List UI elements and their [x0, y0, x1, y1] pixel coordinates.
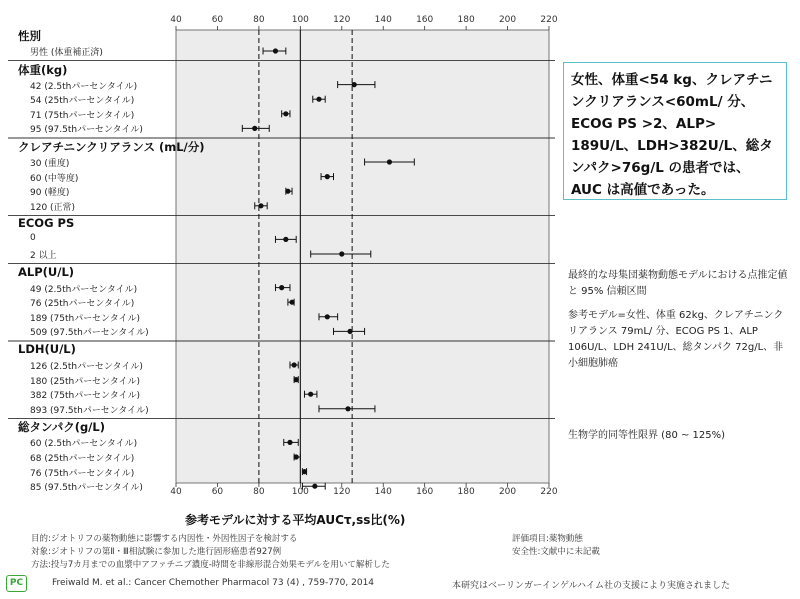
footer-support: 本研究はベーリンガーインゲルハイム社の支援により実施されました	[452, 581, 731, 591]
point-estimate	[258, 203, 263, 208]
point-estimate	[325, 174, 330, 179]
row-label: 54 (25thパーセンタイル)	[30, 96, 135, 107]
point-estimate	[285, 189, 290, 194]
legend-note-reference-model: 参考モデル=女性、体重 62kg、クレアチニンクリアランス 79mL/ 分、ECOG PS 1、ALP 106U/L、LDH 241U/L、総タンパク 72g/L、非小細胞肺癌	[568, 310, 784, 369]
point-estimate	[283, 237, 288, 242]
callout-box: 女性、体重<54 kg、クレアチニンクリアランス<60mL/ 分、ECOG PS >2、ALP> 189U/L、LDH>382U/L、総タンパク>76g/L の患者では、AUC は高値であった。	[563, 62, 787, 200]
row-label: 85 (97.5thパーセンタイル)	[30, 483, 143, 494]
row-label: 120 (正常)	[30, 202, 76, 213]
group-header: LDH(U/L)	[18, 342, 76, 356]
group-header: ECOG PS	[18, 216, 75, 231]
footer-safety: 安全性:文献中に未記載	[512, 547, 600, 557]
row-label: 42 (2.5thパーセンタイル)	[30, 81, 138, 92]
group-header: 総タンパク(g/L)	[18, 420, 105, 435]
row-label: 180 (25thパーセンタイル)	[30, 376, 141, 387]
row-label: 49 (2.5thパーセンタイル)	[30, 284, 138, 295]
row-label: 126 (2.5thパーセンタイル)	[30, 362, 143, 372]
point-estimate	[283, 111, 288, 116]
row-label: 189 (75thパーセンタイル)	[30, 313, 141, 324]
point-estimate	[252, 126, 257, 131]
row-label: 60 (2.5thパーセンタイル)	[30, 439, 138, 450]
row-label: 382 (75thパーセンタイル)	[30, 391, 141, 402]
row-label: 76 (75thパーセンタイル)	[30, 468, 135, 479]
row-label: 90 (軽度)	[30, 188, 70, 199]
footer-purpose: 目的:ジオトリフの薬物動態に影響する内因性・外因性因子を検討する	[31, 534, 298, 544]
x-tick-label-bottom: 200	[498, 487, 517, 497]
x-axis-title: 参考モデルに対する平均AUCτ,ss比(%)	[185, 513, 406, 527]
x-tick-label-top: 220	[540, 15, 558, 25]
point-estimate	[347, 329, 352, 334]
point-estimate	[312, 484, 317, 489]
pc-logo: PC	[6, 575, 27, 592]
footer-citation: Freiwald M. et al.: Cancer Chemother Pharmacol 73 (4) , 759-770, 2014	[52, 578, 375, 588]
point-estimate	[273, 48, 278, 53]
x-tick-label-top: 80	[253, 15, 265, 25]
footer-subjects: 対象:ジオトリフの第Ⅱ・Ⅲ相試験に参加した進行固形癌患者927例	[31, 547, 282, 557]
x-tick-label-bottom: 160	[416, 487, 434, 497]
group-header: クレアチニンクリアランス (mL/分)	[18, 140, 205, 154]
x-tick-label-bottom: 120	[333, 487, 351, 497]
row-label: 男性 (体重補正済)	[30, 48, 103, 58]
row-label: 0	[30, 233, 36, 244]
x-tick-label-bottom: 140	[374, 487, 392, 497]
x-tick-label-bottom: 60	[211, 487, 224, 497]
group-header: 性別	[18, 29, 41, 43]
row-label: 95 (97.5thパーセンタイル)	[30, 125, 143, 136]
x-tick-label-bottom: 100	[291, 487, 309, 497]
row-label: 68 (25thパーセンタイル)	[30, 454, 135, 464]
x-tick-label-top: 60	[211, 15, 224, 25]
row-label: 76 (25thパーセンタイル)	[30, 299, 135, 310]
x-tick-label-top: 160	[416, 15, 434, 25]
legend-note-bioequivalence: 生物学的同等性限界 (80 ~ 125%)	[568, 430, 726, 441]
point-estimate	[387, 159, 392, 164]
x-tick-label-bottom: 40	[170, 487, 182, 497]
x-tick-label-top: 140	[374, 15, 392, 25]
point-estimate	[325, 314, 330, 319]
row-label: 2 以上	[30, 251, 57, 261]
x-tick-label-top: 200	[498, 15, 517, 25]
x-tick-label-bottom: 80	[253, 487, 265, 497]
plot-background	[176, 30, 549, 483]
x-tick-label-bottom: 180	[457, 487, 475, 497]
point-estimate	[352, 82, 357, 87]
x-tick-label-top: 180	[457, 15, 475, 25]
x-tick-label-top: 100	[291, 15, 309, 25]
point-estimate	[294, 454, 299, 459]
point-estimate	[294, 377, 299, 382]
group-header: ALP(U/L)	[18, 264, 75, 279]
row-label: 30 (重度)	[30, 159, 70, 169]
point-estimate	[316, 97, 321, 102]
row-label: 71 (75thパーセンタイル)	[30, 110, 135, 121]
x-tick-label-top: 120	[333, 15, 351, 25]
row-label: 509 (97.5thパーセンタイル)	[30, 328, 149, 339]
point-estimate	[345, 406, 350, 411]
point-estimate	[302, 469, 307, 474]
x-tick-label-top: 40	[170, 15, 182, 25]
group-header: 体重(kg)	[18, 62, 68, 77]
point-estimate	[279, 285, 284, 290]
legend-note-point-estimate: 最終的な母集団薬物動態モデルにおける点推定値と 95% 信頼区間	[568, 270, 788, 297]
point-estimate	[339, 251, 344, 256]
footer-endpoint: 評価項目:薬物動態	[512, 534, 583, 544]
row-label: 893 (97.5thパーセンタイル)	[30, 405, 149, 416]
point-estimate	[292, 362, 297, 367]
x-tick-label-bottom: 220	[540, 487, 558, 497]
point-estimate	[287, 440, 292, 445]
point-estimate	[308, 392, 313, 397]
row-label: 60 (中等度)	[30, 173, 79, 184]
point-estimate	[289, 300, 294, 305]
footer-method: 方法:投与7カ月までの血漿中アファチニブ濃度-時間を非線形混合効果モデルを用いて解析した	[31, 560, 390, 570]
